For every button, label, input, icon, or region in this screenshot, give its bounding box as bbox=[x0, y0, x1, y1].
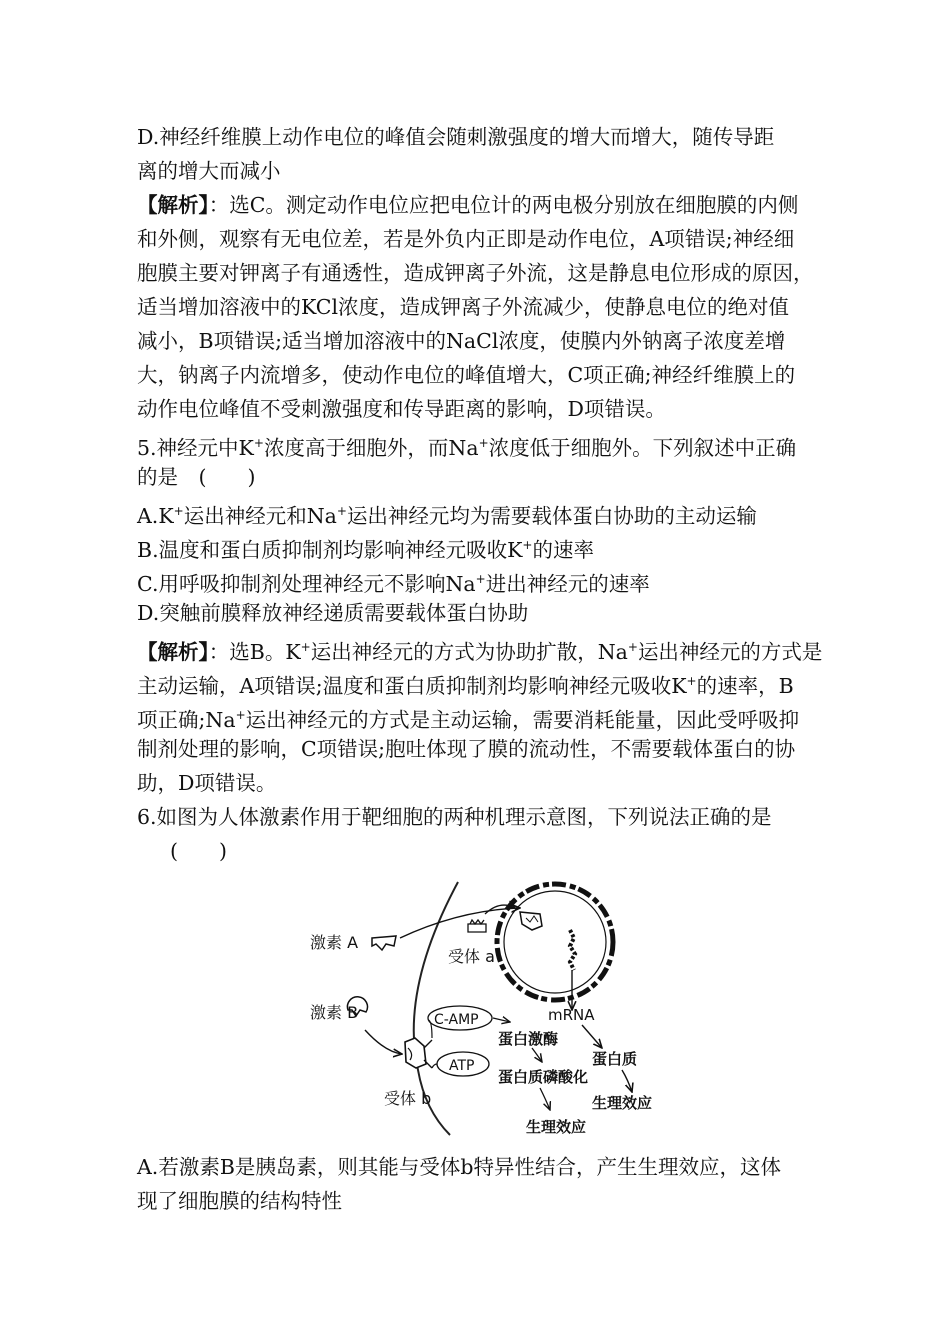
c-amp-label: C-AMP bbox=[434, 1012, 479, 1028]
receptor-b-label: 受体 b bbox=[384, 1089, 432, 1108]
phosphorylation-label: 蛋白质磷酸化 bbox=[498, 1068, 589, 1086]
mrna-label: mRNA bbox=[548, 1006, 595, 1024]
q4-analysis-line5: 减小，B项错误;适当增加溶液中的NaCl浓度，使膜内外钠离子浓度差增 bbox=[137, 329, 786, 353]
protein-label: 蛋白质 bbox=[592, 1050, 638, 1068]
q5-option-c: C.用呼吸抑制剂处理神经元不影响Na+进出神经元的速率 bbox=[137, 572, 650, 596]
q4-analysis-line1: 【解析】：选C。测定动作电位应把电位计的两电极分别放在细胞膜的内侧 bbox=[137, 193, 799, 217]
protein-kinase-label: 蛋白激酶 bbox=[498, 1030, 559, 1048]
q5-analysis-line5: 助，D项错误。 bbox=[137, 771, 277, 795]
hormone-a-icon bbox=[372, 936, 396, 950]
q5-option-a: A.K+运出神经元和Na+运出神经元均为需要载体蛋白协助的主动运输 bbox=[137, 504, 757, 528]
q4-option-d-line1: D.神经纤维膜上动作电位的峰值会随刺激强度的增大而增大，随传导距 bbox=[137, 125, 775, 149]
q5-analysis-line4: 制剂处理的影响，C项错误;胞吐体现了膜的流动性，不需要载体蛋白的协 bbox=[137, 737, 796, 761]
q5-option-b: B.温度和蛋白质抑制剂均影响神经元吸收K+的速率 bbox=[137, 538, 594, 562]
q4-analysis-line2: 和外侧，观察有无电位差，若是外负内正即是动作电位，A项错误;神经细 bbox=[137, 227, 795, 251]
analysis-label: 【解析】 bbox=[137, 193, 209, 217]
physiological-effect-right-label: 生理效应 bbox=[592, 1094, 653, 1112]
physiological-effect-bottom-label: 生理效应 bbox=[526, 1118, 587, 1136]
q5-stem-line1: 5.神经元中K+浓度高于细胞外，而Na+浓度低于细胞外。下列叙述中正确 bbox=[137, 436, 797, 460]
analysis-label: 【解析】 bbox=[137, 640, 209, 664]
q5-stem-line2: 的是 ( ) bbox=[137, 465, 256, 489]
receptor-b-icon bbox=[405, 1038, 426, 1068]
q6-stem-line1: 6.如图为人体激素作用于靶细胞的两种机理示意图，下列说法正确的是 bbox=[137, 805, 772, 829]
q5-option-d: D.突触前膜释放神经递质需要载体蛋白协助 bbox=[137, 601, 529, 625]
receptor-a-icon bbox=[468, 920, 486, 932]
hormone-a-label: 激素 A bbox=[310, 933, 359, 952]
q6-option-a-line1: A.若激素B是胰岛素，则其能与受体b特异性结合，产生生理效应，这体 bbox=[137, 1155, 782, 1179]
atp-label: ATP bbox=[449, 1058, 475, 1074]
hormone-b-label: 激素 B bbox=[310, 1003, 359, 1022]
q4-analysis-line6: 大，钠离子内流增多，使动作电位的峰值增大，C项正确;神经纤维膜上的 bbox=[137, 363, 796, 387]
q5-analysis-line2: 主动运输，A项错误;温度和蛋白质抑制剂均影响神经元吸收K+的速率，B bbox=[137, 674, 794, 698]
q6-option-a-line2: 现了细胞膜的结构特性 bbox=[137, 1189, 342, 1213]
q6-stem-line2: ( ) bbox=[170, 839, 227, 863]
q4-analysis-line4: 适当增加溶液中的KCl浓度，造成钾离子外流减少，使静息电位的绝对值 bbox=[137, 295, 790, 319]
q4-option-d-line2: 离的增大而减小 bbox=[137, 159, 281, 183]
hormone-mechanism-diagram bbox=[300, 870, 680, 1140]
nucleus-envelope bbox=[497, 884, 613, 1000]
q4-analysis-line3: 胞膜主要对钾离子有通透性，造成钾离子外流，这是静息电位形成的原因， bbox=[137, 261, 814, 285]
q5-analysis-line1: 【解析】：选B。K+运出神经元的方式为协助扩散，Na+运出神经元的方式是 bbox=[137, 640, 823, 664]
dna-strand bbox=[570, 930, 575, 970]
q4-analysis-line7: 动作电位峰值不受刺激强度和传导距离的影响，D项错误。 bbox=[137, 397, 666, 421]
q5-analysis-line3: 项正确;Na+运出神经元的方式是主动运输，需要消耗能量，因此受呼吸抑 bbox=[137, 708, 800, 732]
receptor-a-label: 受体 a bbox=[448, 947, 495, 966]
